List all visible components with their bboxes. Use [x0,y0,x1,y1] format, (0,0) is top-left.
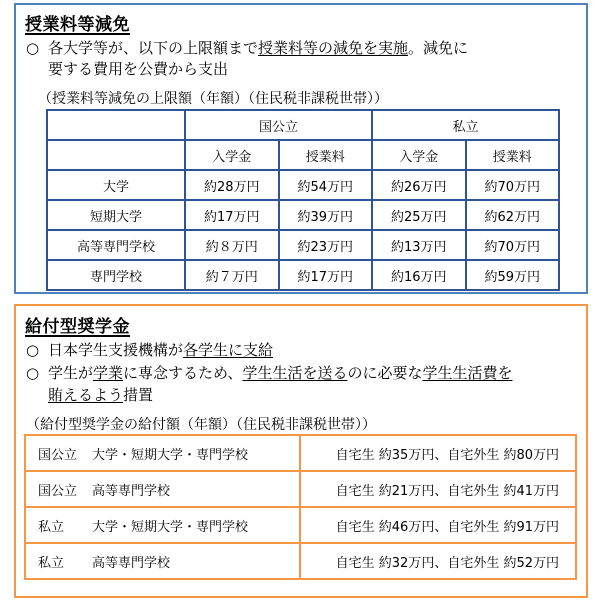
table-cell-empty [47,140,185,170]
table-row [47,260,559,290]
col-group-private: 私立 [372,110,559,140]
grant-amount: 自宅生 約46万円、自宅外生 約91万円 [300,507,576,543]
table-row [25,507,576,543]
table-cell: 約17万円 [185,200,279,230]
row-label: 専門学校 [47,260,185,290]
tuition-line1-underlined: 授業料等の減免を実施 [258,39,409,57]
scholarship-bullet-2-cont [48,384,153,405]
school-type: 国公立 [38,483,78,499]
table-row [47,230,559,260]
table-row [47,200,559,230]
school-type: 私立 [38,519,65,535]
b1-pre: 日本学生支援機構が [48,341,184,359]
grant-amount: 自宅生 約35万円、自宅外生 約80万円 [300,435,576,471]
table-row [25,471,576,507]
table-cell: 約25万円 [372,200,466,230]
table-row [47,110,559,140]
bullet-mark: ○ [26,39,40,57]
b2-pre: 学生が [48,364,94,382]
table-cell: 約23万円 [279,230,373,260]
b2-underlined-1: 学業 [93,364,124,382]
table-cell: 約28万円 [185,170,279,200]
table-row [25,435,576,471]
sub-header: 入学金 [185,140,279,170]
tuition-caption: （授業料等減免の上限額（年額）（住民税非課税世帯）） [38,91,388,107]
table-cell: 約70万円 [466,230,560,260]
b2-cont-post: 措置 [123,386,154,404]
scholarship-bullet-1 [26,339,273,360]
row-label: 大学 [47,170,185,200]
table-cell: 約８万円 [185,230,279,260]
b2-underlined-2: 学生生活を送る [242,364,348,382]
school-type: 国公立 [38,447,78,463]
school-name: 高等専門学校 [92,483,171,499]
tuition-line2: 要する費用を公費から支出 [48,60,229,78]
tuition-heading: 授業料等減免 [25,15,130,35]
row-label: 短期大学 [47,200,185,230]
sub-header: 入学金 [372,140,466,170]
table-cell: 約62万円 [466,200,560,230]
table-cell: 約59万円 [466,260,560,290]
school-type: 私立 [38,555,65,571]
tuition-table [46,109,560,291]
school-name: 大学・短期大学・専門学校 [92,447,249,463]
school-category [25,435,300,471]
school-category [25,507,300,543]
b2-underlined-3: 学生生活費を [422,364,513,382]
b2-mid-1: に専念するため、 [123,364,243,382]
grant-amount: 自宅生 約32万円、自宅外生 約52万円 [300,543,576,579]
table-cell: 約39万円 [279,200,373,230]
table-cell: 約16万円 [372,260,466,290]
table-row [47,140,559,170]
sub-header: 授業料 [279,140,373,170]
bullet-mark: ○ [26,341,40,359]
col-group-public: 国公立 [185,110,372,140]
row-label: 高等専門学校 [47,230,185,260]
scholarship-table [24,434,577,580]
b2-mid-2: のに必要な [347,364,423,382]
tuition-line1-pre: 各大学等が、以下の上限額まで [48,39,259,57]
school-name: 大学・短期大学・専門学校 [92,519,249,535]
table-cell: 約70万円 [466,170,560,200]
grant-amount: 自宅生 約21万円、自宅外生 約41万円 [300,471,576,507]
tuition-bullet [26,37,468,58]
table-cell: 約13万円 [372,230,466,260]
scholarship-bullet-2 [26,362,512,383]
table-row [25,543,576,579]
table-cell: 約17万円 [279,260,373,290]
sub-header: 授業料 [466,140,560,170]
b1-underlined: 各学生に支給 [183,341,274,359]
tuition-line1-post: 。減免に [408,39,469,57]
table-cell: 約７万円 [185,260,279,290]
table-cell: 約26万円 [372,170,466,200]
school-name: 高等専門学校 [92,555,171,571]
scholarship-heading: 給付型奨学金 [25,317,130,337]
b2-cont-underlined: 賄えるよう [48,386,124,404]
bullet-mark: ○ [26,364,40,382]
scholarship-caption: （給付型奨学金の給付額（年額）（住民税非課税世帯）） [26,417,376,433]
table-row [47,170,559,200]
table-cell-empty [47,110,185,140]
school-category [25,543,300,579]
school-category [25,471,300,507]
table-cell: 約54万円 [279,170,373,200]
